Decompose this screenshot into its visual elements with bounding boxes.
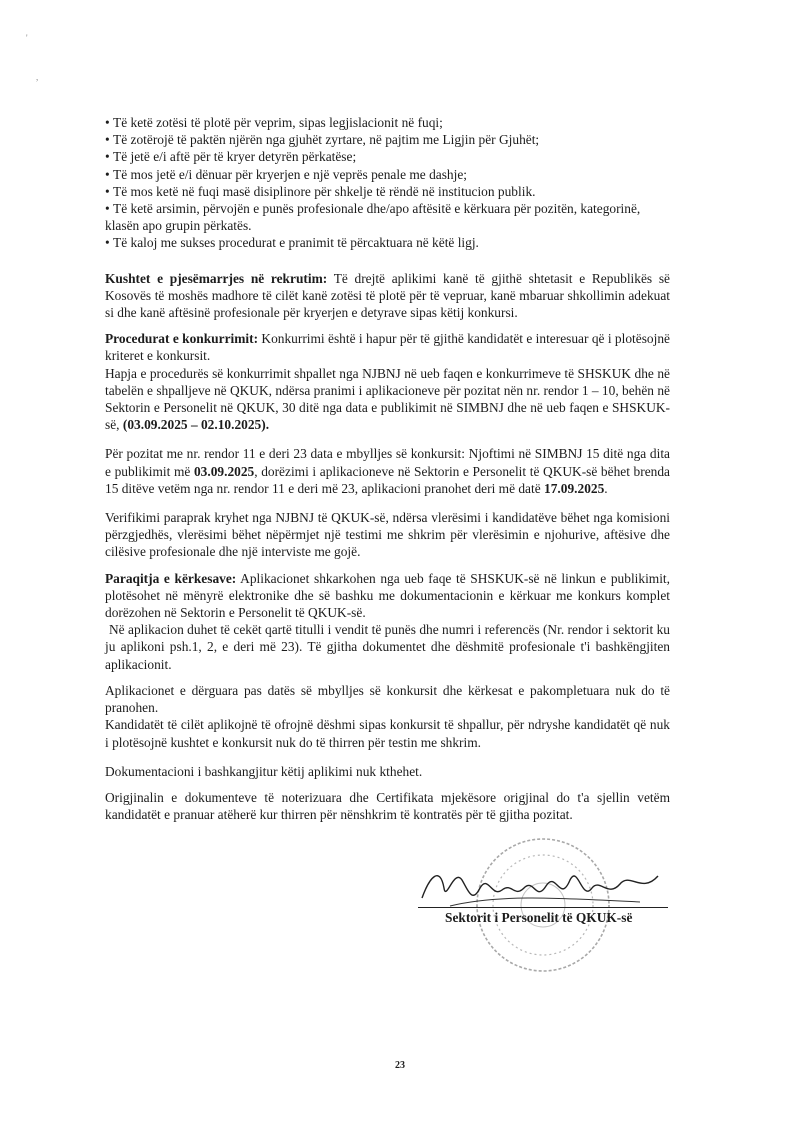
deadline-date: 17.09.2025 — [544, 480, 605, 496]
aplikacion-paragraph: Në aplikacion duhet të cekët qartë titulli i vendit të punës dhe numri i referencës (Nr. rendor i sektorit ku ju aplikoni psh.1, 2, e deri më 23). Të gjitha dokumentet dhe dëshmitë profesionale t'i bashkëngjiten aplikacionit. — [105, 622, 670, 672]
list-item: • Të kaloj me sukses procedurat e pranimit të përcaktuara në këtë ligj. — [105, 234, 670, 251]
signature-line — [418, 907, 668, 908]
list-item: • Të zotërojë të paktën njërën nga gjuhët zyrtare, në pajtim me Ligjin për Gjuhët; — [105, 131, 670, 148]
scan-mark: ' — [26, 33, 28, 43]
origjinalin-paragraph: Origjinalin e dokumenteve të noterizuara dhe Certifikata mjekësore origjinal do t'a sjellin vetëm kandidatët e pranuar atëherë kur thirren për nënshkrim të kontratës për të gjitha pozitat. — [105, 789, 670, 823]
list-item: • Të ketë arsimin, përvojën e punës profesionale dhe/apo aftësitë e kërkuara për pozitën, kategorinë, klasën apo grupin përkatës. — [105, 200, 670, 234]
pozitat-text: , dorëzimi i aplikacioneve në Sektorin e Personelit të QKUK-së bëhet brenda 15 ditëve vetëm nga nr. rendor 11 e deri më 23, aplikacioni pranohet deri më datë — [105, 463, 670, 496]
verifikimi-paragraph: Verifikimi paraprak kryhet nga NJBNJ të QKUK-së, ndërsa vlerësimi i kandidatëve bëhet nga komisioni përzgjedhës, vlerësimi bëhet nëpërmjet një testimi me shkrim për vlerësimin e njohurive, aftësive dhe cilësive profesionale dhe një interviste me gojë. — [105, 510, 670, 560]
derguara-paragraph: Aplikacionet e dërguara pas datës së mbylljes së konkursit dhe kërkesat e pakompletuara nuk do të pranohen. — [105, 682, 670, 716]
document-body — [105, 114, 670, 823]
kushtet-text: Të drejtë aplikimi kanë të gjithë shtetasit e Republikës së Kosovës të moshës madhore të cilët kanë zotësi të plotë për të vepruar, kanë mbaruar shkollimin adekuat si dhe kanë aftësinë profesionale për kryerjen e detyrave sipas këtij konkursi. — [105, 270, 670, 321]
list-item: • Të mos ketë në fuqi masë disiplinore për shkelje të rëndë në institucion publik. — [105, 183, 670, 200]
procedurat-paragraph — [105, 330, 670, 364]
kandidatet-paragraph: Kandidatët të cilët aplikojnë të ofrojnë dëshmi sipas konkursit të shpallur, për ndryshe kandidatët që nuk i plotësojnë kushtet e konkursit nuk do të thirren për testin me shkrim. — [105, 717, 670, 750]
list-item: • Të jetë e/i aftë për të kryer detyrën përkatëse; — [105, 148, 670, 165]
signature-label: Sektorit i Personelit të QKUK-së — [445, 910, 633, 925]
procedurat-text: Konkurrimi është i hapur për të gjithë kandidatët e interesuar që i plotësojnë kriteret e konkursit. — [105, 331, 670, 364]
hapja-dates: (03.09.2025 – 02.10.2025). — [122, 417, 270, 433]
page-number: 23 — [395, 1060, 405, 1071]
paraqitja-paragraph — [105, 570, 670, 622]
kushtet-paragraph — [105, 270, 670, 322]
list-item: • Të ketë zotësi të plotë për veprim, sipas legjislacionit në fuqi; — [105, 114, 670, 131]
scan-mark: , — [36, 72, 39, 82]
kushtet-title: Kushtet e pjesëmarrjes në rekrutim: — [105, 270, 328, 286]
handwritten-signature-icon — [410, 858, 670, 918]
procedurat-title: Procedurat e konkurrimit: — [105, 331, 259, 347]
list-item: • Të mos jetë e/i dënuar për kryerjen e një veprës penale me dashje; — [105, 166, 670, 183]
paraqitja-text: Aplikacionet shkarkohen nga ueb faqe të SHSKUK-së në linkun e publikimit, plotësohet në mënyrë elektronike dhe së bashku me dokumentacionin e kërkuar me konkurs komplet dorëzohen në Sektorin e Personelit të QKUK-së. — [105, 570, 670, 621]
pozitat-text: . — [604, 480, 608, 496]
hapja-paragraph — [105, 365, 670, 434]
requirements-list — [105, 114, 670, 252]
hapja-text: Hapja e procedurës së konkurrimit shpallet nga NJBNJ në ueb faqen e konkurrimeve të SHSKUK dhe në tabelën e shpalljeve në QKUK, ndërsa pranimi i aplikacioneve për pozitat nën nr. rendor 1 – 10, behën në Sektorin e Personelit në QKUK, 30 ditë nga data e publikimit në SIMBNJ dhe në ueb faqen e SHSKUK-së, — [105, 365, 670, 433]
paraqitja-title: Paraqitja e kërkesave: — [105, 570, 237, 586]
dokumentacioni-paragraph: Dokumentacioni i bashkangjitur këtij aplikimi nuk kthehet. — [105, 763, 423, 779]
pozitat-paragraph — [105, 445, 670, 497]
pozitat-text: Për pozitat me nr. rendor 11 e deri 23 data e mbylljes së konkursit: Njoftimi në SIMBNJ 15 ditë nga dita e publikimit më — [105, 446, 670, 479]
publication-date: 03.09.2025 — [193, 463, 255, 479]
